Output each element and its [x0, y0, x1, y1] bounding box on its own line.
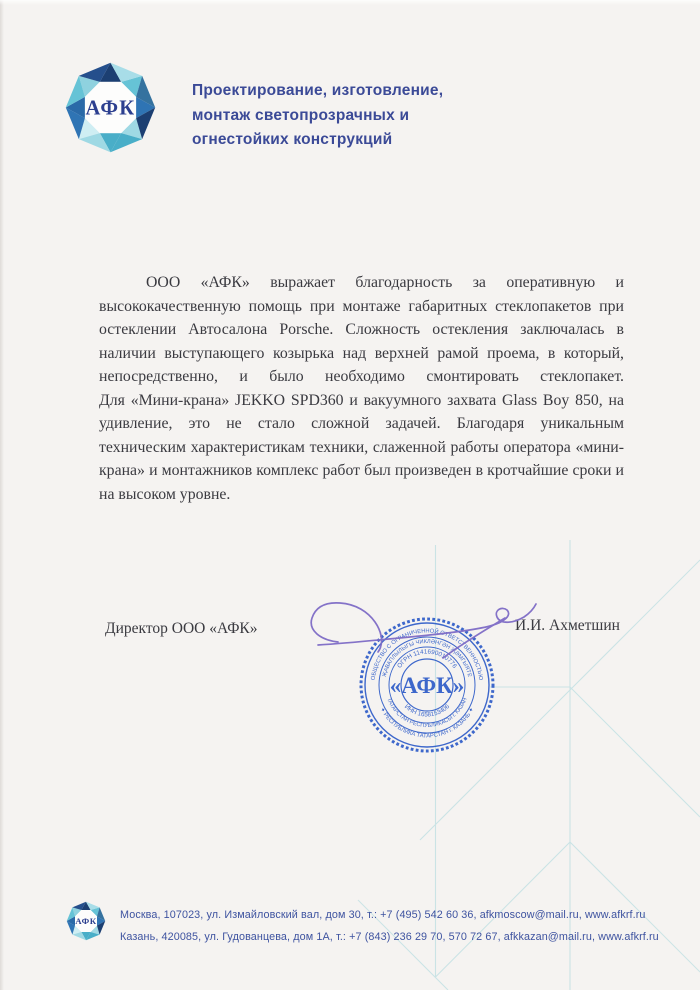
- body-line: удивление, это не стало сложной задачей. Благодаря уникальным: [99, 415, 624, 432]
- body-line: крана» и монтажников комплекс работ был произведен в кротчайшие сроки и: [99, 462, 624, 479]
- body-line: на высоком уровне.: [99, 485, 231, 503]
- stamp-center-monogram: «АФК»: [389, 673, 465, 698]
- director-label: Директор ООО «АФК»: [105, 620, 258, 637]
- body-line: высококачественную помощь при монтаже габаритных стеклопакетов при: [99, 297, 624, 315]
- tagline-line: монтаж светопрозрачных и: [192, 106, 410, 124]
- body-line: непосредственно, и было необходимо смонтировать стеклопакет.: [99, 368, 624, 385]
- signer-name: И.И. Ахметшин: [515, 617, 620, 634]
- header-tagline: [192, 79, 443, 153]
- tagline-line: огнестойких конструкций: [192, 131, 393, 148]
- footer-line: Москва, 107023, ул. Измайловский вал, дом 30, т.: +7 (495) 542 60 36, afkmoscow@mail.ru, www.afkrf.ru: [120, 909, 646, 921]
- signature-scribble-icon: [300, 590, 550, 680]
- stamp-ring-outer-top: ОБЩЕСТВО С ОГРАНИЧЕННОЙ ОТВЕТСТВЕННОСТЬЮ: [370, 628, 484, 681]
- body-line: наличии выступающего козырька над верхней рамой проема, в который,: [99, 344, 624, 362]
- stamp-ring-outer-bottom: ✦ РЕСПУБЛИКА ТАТАРСТАН г. КАЗАНЬ ✦: [378, 706, 476, 740]
- company-logo-icon: [64, 61, 157, 154]
- body-line: ООО «АФК» выражает благодарность за оперативную и: [146, 274, 624, 291]
- stamp-ring-middle-top: ҖАВАПЛЫЛЫГЫ ЧИКЛӘНГӘН ҖӘМГЫЯТЕ: [381, 638, 473, 678]
- body-line: техническим характеристикам техники, слаженной работы оператора «мини-: [99, 438, 624, 456]
- footer-line: Казань, 420085, ул. Гудованцева, дом 1А, т.: +7 (843) 236 29 70, 570 72 67, afkkazan@mail.ru, www.afkrf.ru: [120, 931, 659, 943]
- stamp-ring-middle-bottom: ТАТАРСТАН РЕСПУБЛИКАСЫ г. КАЗАН: [385, 697, 469, 730]
- footer-contacts: [120, 904, 680, 948]
- stamp-ogrn-text: ОГРН 1141690010776: [396, 648, 458, 670]
- body-line: остеклении Автосалона Porsche. Сложность остекления заключалась в: [99, 321, 624, 338]
- body-line: Для «Мини-крана» JEKKO SPD360 и вакуумного захвата Glass Boy 850, на: [99, 391, 624, 409]
- stamp-inn-text: ИНН 1658153406: [402, 703, 452, 719]
- tagline-line: Проектирование, изготовление,: [192, 82, 444, 99]
- body-paragraph: [99, 271, 624, 506]
- footer-logo-icon: [66, 901, 106, 941]
